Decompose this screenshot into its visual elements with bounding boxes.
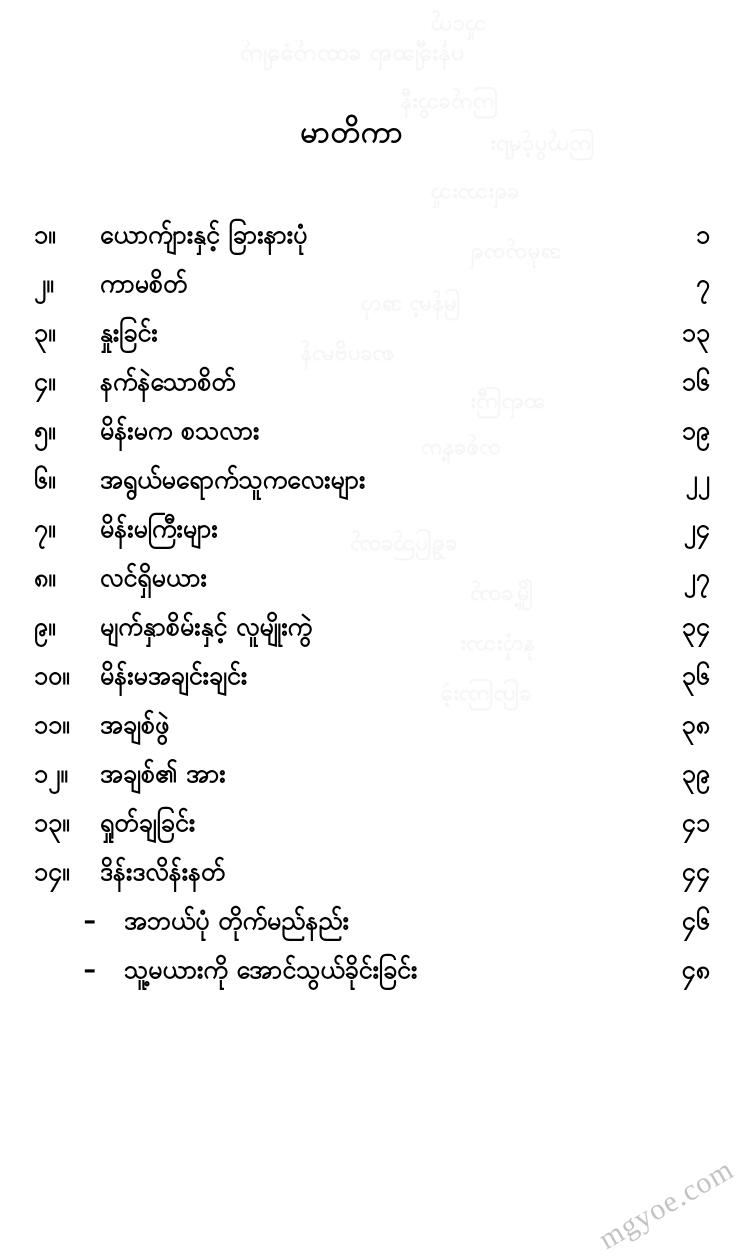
bleed-through-text: ကြယ်ပွင့်များ: [490, 131, 595, 156]
toc-entry[interactable]: [0, 807, 750, 856]
toc-entry-label: အဘယ်ပုံ တိုက်မည်နည်း: [124, 906, 349, 935]
toc-entry-label: ကာမစိတ်: [100, 269, 188, 298]
toc-entry[interactable]: [0, 317, 750, 366]
toc-sub-entry[interactable]: [0, 954, 750, 1003]
bleed-through-text: စာပေဗိမာန်: [300, 341, 394, 366]
toc-entry[interactable]: [0, 219, 750, 268]
toc-entry[interactable]: [0, 562, 750, 611]
toc-entry-number: ၁၃။: [34, 808, 70, 837]
toc-entry-number: ၂။: [34, 269, 54, 298]
toc-entry-number: ၁၀။: [34, 661, 70, 690]
toc-entry-page-number: ၁၃: [681, 318, 710, 347]
toc-entry-page-number: ၃၈: [681, 710, 710, 739]
toc-entry[interactable]: [0, 856, 750, 905]
toc-entry-label: ရှုတ်ချခြင်း: [100, 808, 196, 837]
toc-entry-label: နှုးခြင်း: [100, 318, 158, 347]
toc-entry-page-number: ၄၈: [681, 955, 710, 984]
bleed-through-text: ဆရာကြီး: [470, 389, 546, 414]
toc-entry-label: နက်နဲသောစိတ်: [100, 367, 236, 396]
bleed-through-text: မြို့တော်: [470, 581, 534, 606]
toc-entry-label: အချစ်၏ အား: [100, 759, 226, 788]
toc-entry-page-number: ၂၄: [683, 514, 710, 543]
toc-entry[interactable]: [0, 366, 750, 415]
toc-entry-label: မိန်းမက စသလား: [100, 416, 260, 445]
toc-entry-page-number: ၄၁: [681, 808, 710, 837]
toc-entry[interactable]: [0, 268, 750, 317]
bleed-through-text: ကြက်သွေးနီ: [400, 89, 499, 114]
toc-entry-number: ၅။: [34, 416, 56, 445]
toc-entry-page-number: ၃၉: [681, 759, 710, 788]
toc-entry[interactable]: [0, 415, 750, 464]
toc-entry-number: ၈။: [34, 563, 56, 592]
toc-entry-page-number: ၁၆: [681, 367, 710, 396]
bleed-through-text: နှလုံးသား: [460, 631, 535, 656]
toc-entry-number: ၁၁။: [34, 710, 70, 739]
toc-entry-label: မျက်နှာစိမ်းနှင့် လူမျိုးကွဲ: [100, 612, 313, 641]
bleed-through-text: အမှတ်တရ: [470, 239, 561, 264]
bleed-through-text: မြန်မာ့ အလှ: [360, 291, 461, 316]
toc-entry-label: အရွယ်မရောက်သူကလေးများ: [100, 465, 366, 494]
bleed-through-text: တစ်နေ့က: [420, 435, 501, 460]
toc-entry-number: ၃။: [34, 318, 56, 347]
toc-entry-page-number: ၇: [695, 269, 710, 298]
toc-entry-page-number: ၄၆: [681, 906, 710, 935]
bleed-through-text: ပြောကြားခဲ့: [440, 681, 532, 706]
toc-entry-page-number: ၃၄: [681, 612, 710, 641]
toc-entry-label: လင်ရှိမယား: [100, 563, 207, 592]
bleed-through-text: သူငယ်: [430, 11, 487, 36]
toc-entry-page-number: ၄၄: [681, 857, 710, 886]
toc-entry-label: မိန်းမအချင်းချင်း: [100, 661, 248, 690]
bleed-through-text: ရေးသားသူ: [430, 179, 519, 204]
toc-entry[interactable]: [0, 464, 750, 513]
toc-entry[interactable]: [0, 758, 750, 807]
toc-entry[interactable]: [0, 513, 750, 562]
toc-entry-label: ဒိန်းဒလိန်းနတ်: [100, 857, 226, 886]
toc-entry-label: သူ့မယားကို အောင်သွယ်ခိုင်းခြင်း: [124, 955, 418, 984]
watermark: mgyoe.com: [593, 1152, 740, 1257]
toc-entry-label: ယောက်ျားနှင့် ခြားနားပုံ: [100, 220, 308, 249]
toc-entry-page-number: ၂၂: [685, 465, 710, 494]
toc-entry-number: ၄။: [34, 367, 56, 396]
toc-entry-number: ၁၂။: [34, 759, 68, 788]
toc-entry-number: –: [83, 955, 96, 984]
toc-entry[interactable]: [0, 611, 750, 660]
toc-sub-entry[interactable]: [0, 905, 750, 954]
toc-entry-label: အချစ်ဖွဲ: [100, 710, 170, 739]
table-of-contents: [0, 219, 750, 1003]
toc-entry-number: ၁။: [34, 220, 56, 249]
toc-entry-page-number: ၂၇: [683, 563, 710, 592]
toc-entry-page-number: ၁၉: [681, 416, 710, 445]
toc-entry-number: ၁၄။: [34, 857, 70, 886]
toc-entry[interactable]: [0, 660, 750, 709]
bleed-through-text: ရွှေပြည်တော်: [350, 531, 457, 556]
page-title: မာတိကာ: [300, 115, 404, 150]
toc-entry-number: ၇။: [34, 514, 56, 543]
bleed-through-text: ပန်းချီဆရာ ထောက်ခံချက်: [240, 40, 464, 66]
toc-entry-number: –: [83, 906, 96, 935]
toc-entry-page-number: ၃၆: [681, 661, 710, 690]
toc-entry-page-number: ၁: [695, 220, 710, 249]
toc-entry[interactable]: [0, 709, 750, 758]
toc-entry-number: ၆။: [34, 465, 56, 494]
toc-entry-label: မိန်းမကြီးများ: [100, 514, 218, 543]
toc-entry-number: ၉။: [34, 612, 56, 641]
